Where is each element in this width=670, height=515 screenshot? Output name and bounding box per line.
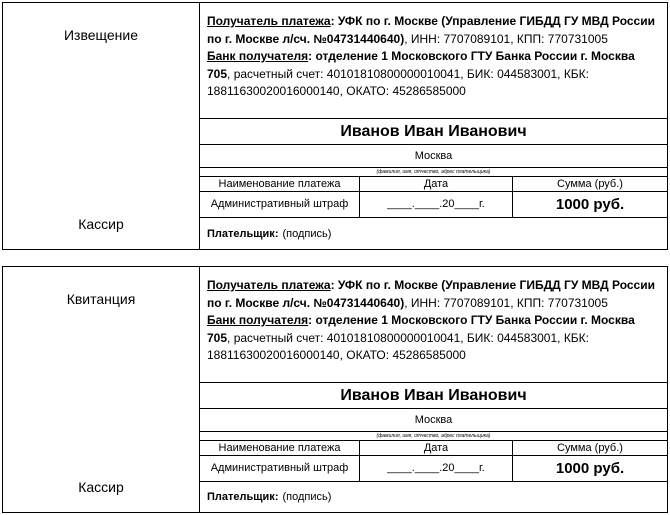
payer-signature: [200, 218, 667, 249]
payment-table-header: [200, 441, 667, 456]
signature-value: (подпись): [282, 227, 332, 240]
payment-name: Административный штраф: [200, 456, 360, 481]
slip-type-label: Извещение: [63, 27, 139, 43]
cashier-label: Кассир: [78, 479, 124, 495]
payer-name: Иванов Иван Иванович: [200, 383, 667, 409]
payment-name: Административный штраф: [200, 192, 360, 217]
recipient-label: Получатель платежа: [207, 278, 331, 292]
slip-left-column: [3, 267, 200, 512]
payment-date: ____.____.20____г.: [360, 456, 513, 481]
recipient-details: [200, 3, 667, 119]
payment-table-row: [200, 456, 667, 482]
slip-type-label: Квитанция: [66, 291, 136, 307]
payer-address: Москва: [200, 145, 667, 168]
header-payment-name: Наименование платежа: [200, 177, 360, 191]
signature-value: (подпись): [282, 491, 332, 503]
recipient-details: [200, 267, 667, 383]
cashier-label: Кассир: [78, 216, 124, 232]
bank-label: Банк получателя: [207, 313, 309, 327]
bank-label: Банк получателя: [207, 49, 309, 63]
payment-table-header: [200, 177, 667, 192]
signature-label: Плательщик:: [207, 491, 279, 503]
bank-account-details: , расчетный счет: 40101810800000010041, БИК: 044583001, КБК: 18811630020016000140, ОКАТО: 45286585000: [207, 66, 590, 98]
payer-signature: [200, 482, 667, 512]
payment-amount: 1000 руб.: [555, 196, 625, 213]
payment-amount: 1000 руб.: [555, 460, 625, 477]
header-payment-name: Наименование платежа: [200, 441, 360, 455]
payment-receipt-slip: [2, 266, 668, 513]
payer-address: Москва: [200, 409, 667, 432]
payer-caption: (фамилия, имя, отчество, адрес плательщика): [200, 432, 667, 441]
header-date: Дата: [360, 441, 513, 455]
bank-value: : отделение 1 Московского ГТУ Банка России г. Москва 705: [207, 49, 635, 81]
payer-caption: (фамилия, имя, отчество, адрес плательщика): [200, 168, 667, 177]
recipient-tax-ids: , ИНН: 7707089101, КПП: 770731005: [404, 295, 608, 310]
payment-notice-slip: [2, 2, 668, 250]
signature-label: Плательщик:: [207, 227, 279, 240]
header-amount: Сумма (руб.): [557, 178, 623, 190]
slip-right-column: [200, 267, 667, 512]
bank-account-details: , расчетный счет: 40101810800000010041, БИК: 044583001, КБК: 18811630020016000140, ОКАТО: 45286585000: [207, 330, 590, 362]
payment-date: ____.____.20____г.: [360, 192, 513, 217]
header-date: Дата: [360, 177, 513, 191]
recipient-tax-ids: , ИНН: 7707089101, КПП: 770731005: [404, 31, 608, 46]
slip-right-column: [200, 3, 667, 249]
recipient-label: Получатель платежа: [207, 14, 331, 28]
slip-left-column: [3, 3, 200, 249]
payer-name: Иванов Иван Иванович: [200, 119, 667, 145]
bank-value: : отделение 1 Московского ГТУ Банка России г. Москва 705: [207, 313, 635, 345]
header-amount: Сумма (руб.): [557, 442, 623, 454]
recipient-value: : УФК по г. Москве (Управление ГИБДД ГУ МВД России по г. Москве л/сч. №04731440640): [207, 14, 655, 46]
recipient-value: : УФК по г. Москве (Управление ГИБДД ГУ МВД России по г. Москве л/сч. №04731440640): [207, 278, 655, 310]
payment-table-row: [200, 192, 667, 218]
